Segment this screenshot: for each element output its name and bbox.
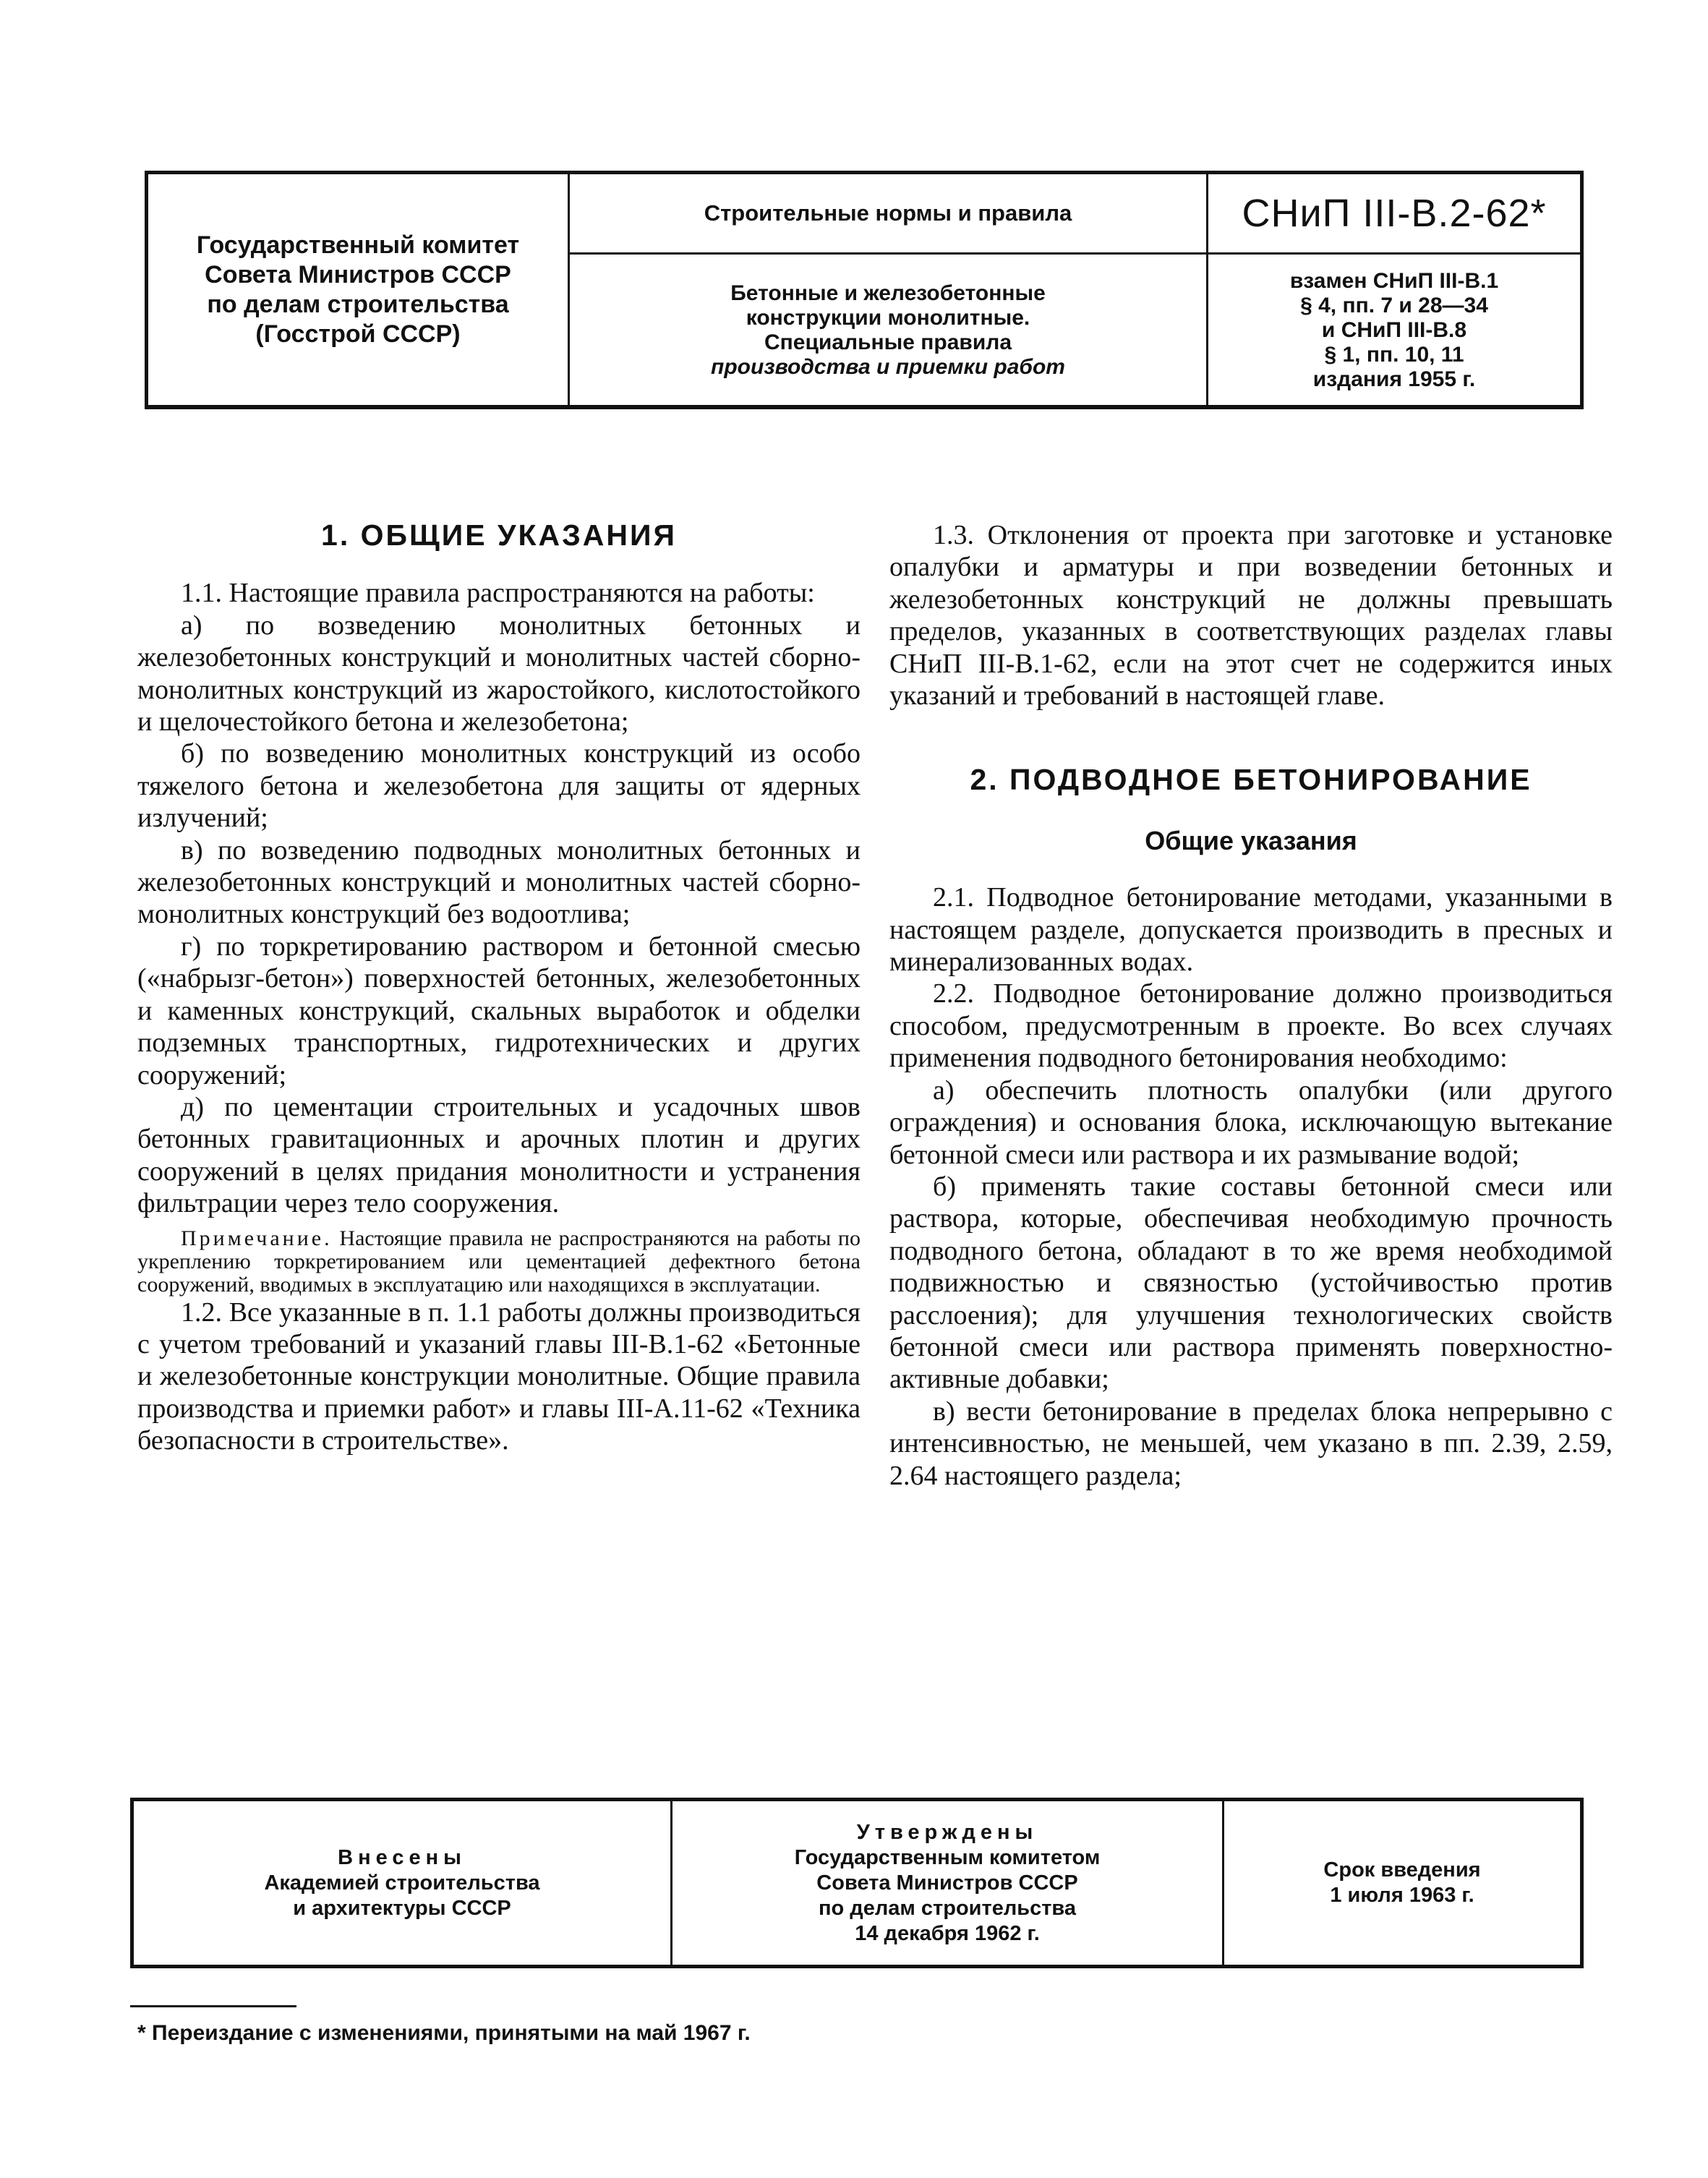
subsection-heading: Общие указания bbox=[1145, 825, 1357, 855]
doc-title bbox=[570, 255, 1206, 406]
issuer-cell bbox=[148, 174, 570, 405]
footnote-divider bbox=[130, 2005, 296, 2007]
paragraph-1-1-a: а) по возведению монолитных бетонных и железобетонных конструкций и монолитных частей сборно-монолитных конструкций из жаростойкого, кислотостойкого и щелочестойкого бетона и железобетона; bbox=[137, 610, 861, 738]
footnote: * Переиздание с изменениями, принятыми на май 1967 г. bbox=[137, 2021, 751, 2045]
paragraph-1-1-b: б) по возведению монолитных конструкций из особо тяжелого бетона и железобетона для защиты от ядерных излучений; bbox=[137, 738, 861, 834]
replaces-line: издания 1955 г. bbox=[1312, 367, 1476, 391]
doc-title-line: Специальные правила bbox=[764, 330, 1012, 354]
header-table bbox=[145, 171, 1584, 409]
section-1-heading: 1. ОБЩИЕ УКАЗАНИЯ bbox=[321, 518, 677, 552]
code-cell bbox=[1208, 174, 1580, 405]
effective-line: Срок введения bbox=[1323, 1858, 1481, 1882]
effective-line: 1 июля 1963 г. bbox=[1330, 1884, 1474, 1907]
issuer-line: Совета Министров СССР bbox=[205, 260, 511, 289]
approved-line: Совета Министров СССР bbox=[816, 1871, 1078, 1895]
paragraph-1-3: 1.3. Отклонения от проекта при заготовке и установке опалубки и арматуры и при возведении бетонных и железобетонных конструкций не должны превышать пределов, указанных в соответствующих разделах главы СНиП III-В.1-62, если на этот счет не содержится иных указаний и требований в настоящей главе. bbox=[889, 520, 1613, 712]
replaces-line: § 4, пп. 7 и 28—34 bbox=[1300, 294, 1488, 317]
issuer-line: по делам строительства bbox=[207, 290, 509, 318]
approved-label: Утверждены bbox=[856, 1820, 1038, 1844]
doc-code: СНиП III-В.2-62* bbox=[1208, 174, 1580, 255]
paragraph-1-1-g: г) по торкретированию раствором и бетонной смесью («набрызг-бетон») поверхностей бетонных, железобетонных и каменных конструкций, скальных выработок и обделки подземных транспортных, гидротехнических и других сооружений; bbox=[137, 931, 861, 1090]
note bbox=[137, 1227, 861, 1297]
section-2-heading: 2. ПОДВОДНОЕ БЕТОНИРОВАНИЕ bbox=[970, 763, 1532, 797]
approved-line: 14 декабря 1962 г. bbox=[855, 1921, 1040, 1945]
approved-line: по делам строительства bbox=[819, 1896, 1076, 1920]
doc-title-line: конструкции монолитные. bbox=[746, 306, 1030, 330]
introduced-cell bbox=[134, 1801, 672, 1965]
note-text: Настоящие правила не распространяются на работы по укреплению торкретированием или цементацией дефектного бетона сооружений, вводимых в эксплуатацию или находящихся в эксплуатации. bbox=[137, 1226, 861, 1297]
paragraph-1-1-v: в) по возведению подводных монолитных бетонных и железобетонных конструкций и монолитных частей сборно-монолитных конструкций без водоотлива; bbox=[137, 834, 861, 930]
introduced-line: Академией строительства bbox=[264, 1871, 540, 1895]
approved-cell bbox=[672, 1801, 1224, 1965]
paragraph-1-2: 1.2. Все указанные в п. 1.1 работы должны производиться с учетом требований и указаний главы III-В.1-62 «Бетонные и железобетонные конструкции монолитные. Общие правила производства и приемки работ» и главы III-А.11-62 «Техника безопасности в строительстве». bbox=[137, 1297, 861, 1456]
issuer-line: Государственный комитет bbox=[196, 231, 520, 259]
paragraph-1-1: 1.1. Настоящие правила распространяются на работы: bbox=[181, 578, 815, 609]
left-column bbox=[137, 519, 861, 1457]
title-cell bbox=[570, 174, 1208, 405]
footer-table bbox=[130, 1798, 1584, 1968]
replaces-line: взамен СНиП III-В.1 bbox=[1289, 269, 1499, 293]
right-column bbox=[889, 519, 1613, 1492]
paragraph-2-2-b: б) применять такие составы бетонной смеси или раствора, которые, обеспечивая необходимую прочность подводного бетона, обладают в то же время необходимой подвижностью и связностью (устойчивостью против расслоения); для улучшения технологических свойств бетонной смеси или раствора применять поверхностно-активные добавки; bbox=[889, 1171, 1613, 1395]
replaces-note bbox=[1208, 255, 1580, 406]
paragraph-1-1-d: д) по цементации строительных и усадочных швов бетонных гравитационных и арочных плотин и других сооружений в целях придания монолитности и устранения фильтрации через тело сооружения. bbox=[137, 1091, 861, 1219]
introduced-label: Внесены bbox=[338, 1845, 466, 1869]
doc-title-line: производства и приемки работ bbox=[711, 355, 1065, 379]
paragraph-2-1: 2.1. Подводное бетонирование методами, указанными в настоящем разделе, допускается производить в пресных и минерализованных водах. bbox=[889, 882, 1613, 978]
effective-date-cell bbox=[1224, 1801, 1580, 1965]
replaces-line: § 1, пп. 10, 11 bbox=[1324, 343, 1464, 367]
issuer-line: (Госстрой СССР) bbox=[255, 320, 461, 348]
paragraph-2-2-a: а) обеспечить плотность опалубки (или другого ограждения) и основания блока, исключающую вытекание бетонной смеси или раствора и их размывание водой; bbox=[889, 1075, 1613, 1170]
paragraph-2-2: 2.2. Подводное бетонирование должно производиться способом, предусмотренным в проекте. Во всех случаях применения подводного бетонирования необходимо: bbox=[889, 978, 1613, 1074]
introduced-line: и архитектуры СССР bbox=[293, 1896, 511, 1920]
doc-title-line: Бетонные и железобетонные bbox=[730, 281, 1046, 305]
doc-type: Строительные нормы и правила bbox=[570, 174, 1206, 255]
note-label: Примечание. bbox=[181, 1226, 333, 1250]
approved-line: Государственным комитетом bbox=[794, 1845, 1101, 1869]
replaces-line: и СНиП III-В.8 bbox=[1321, 318, 1467, 342]
paragraph-2-2-v: в) вести бетонирование в пределах блока непрерывно с интенсивностью, не меньшей, чем указано в пп. 2.39, 2.59, 2.64 настоящего раздела; bbox=[889, 1396, 1613, 1491]
